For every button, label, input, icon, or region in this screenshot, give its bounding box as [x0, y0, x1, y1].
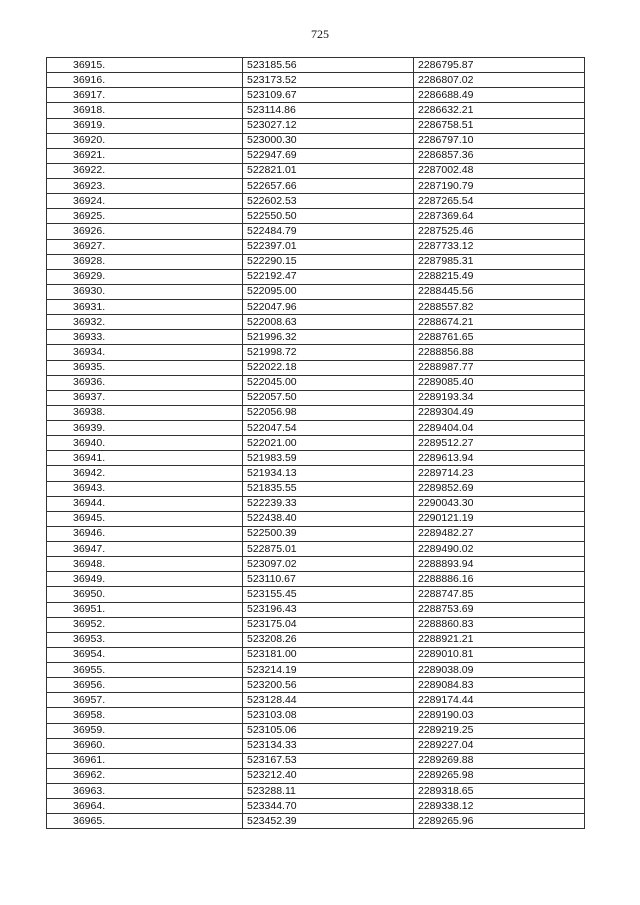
point-number-cell: 36931. — [47, 300, 243, 315]
x-coordinate-cell: 523103.08 — [243, 708, 414, 723]
y-coordinate-cell: 2289265.96 — [414, 814, 585, 829]
x-coordinate-cell: 522484.79 — [243, 224, 414, 239]
y-coordinate-cell: 2288921.21 — [414, 632, 585, 647]
x-coordinate-cell: 522008.63 — [243, 315, 414, 330]
x-coordinate-cell: 523185.56 — [243, 58, 414, 73]
y-coordinate-cell: 2288215.49 — [414, 269, 585, 284]
x-coordinate-cell: 522057.50 — [243, 390, 414, 405]
table-row — [47, 375, 585, 390]
x-coordinate-cell: 522045.00 — [243, 375, 414, 390]
x-coordinate-cell: 522239.33 — [243, 496, 414, 511]
point-number-cell: 36915. — [47, 58, 243, 73]
table-row — [47, 284, 585, 299]
table-row — [47, 254, 585, 269]
y-coordinate-cell: 2289010.81 — [414, 647, 585, 662]
point-number-cell: 36941. — [47, 451, 243, 466]
point-number-cell: 36921. — [47, 148, 243, 163]
table-row — [47, 345, 585, 360]
point-number-cell: 36916. — [47, 73, 243, 88]
point-number-cell: 36919. — [47, 118, 243, 133]
x-coordinate-cell: 522947.69 — [243, 148, 414, 163]
table-row — [47, 269, 585, 284]
y-coordinate-cell: 2289084.83 — [414, 678, 585, 693]
point-number-cell: 36925. — [47, 209, 243, 224]
x-coordinate-cell: 521934.13 — [243, 466, 414, 481]
table-row — [47, 753, 585, 768]
x-coordinate-cell: 523155.45 — [243, 587, 414, 602]
table-row — [47, 405, 585, 420]
y-coordinate-cell: 2289304.49 — [414, 405, 585, 420]
x-coordinate-cell: 521983.59 — [243, 451, 414, 466]
y-coordinate-cell: 2289714.23 — [414, 466, 585, 481]
y-coordinate-cell: 2286857.36 — [414, 148, 585, 163]
x-coordinate-cell: 523173.52 — [243, 73, 414, 88]
y-coordinate-cell: 2287265.54 — [414, 194, 585, 209]
x-coordinate-cell: 523200.56 — [243, 678, 414, 693]
table-row — [47, 209, 585, 224]
table-row — [47, 360, 585, 375]
table-row — [47, 451, 585, 466]
table-row — [47, 73, 585, 88]
point-number-cell: 36937. — [47, 390, 243, 405]
table-row — [47, 799, 585, 814]
table-row — [47, 103, 585, 118]
y-coordinate-cell: 2288674.21 — [414, 315, 585, 330]
x-coordinate-cell: 522821.01 — [243, 163, 414, 178]
point-number-cell: 36958. — [47, 708, 243, 723]
x-coordinate-cell: 523134.33 — [243, 738, 414, 753]
point-number-cell: 36962. — [47, 768, 243, 783]
x-coordinate-cell: 523288.11 — [243, 784, 414, 799]
point-number-cell: 36933. — [47, 330, 243, 345]
y-coordinate-cell: 2289490.02 — [414, 542, 585, 557]
x-coordinate-cell: 522875.01 — [243, 542, 414, 557]
x-coordinate-cell: 522397.01 — [243, 239, 414, 254]
y-coordinate-cell: 2286797.10 — [414, 133, 585, 148]
x-coordinate-cell: 523128.44 — [243, 693, 414, 708]
point-number-cell: 36955. — [47, 663, 243, 678]
x-coordinate-cell: 522047.54 — [243, 421, 414, 436]
table-row — [47, 723, 585, 738]
y-coordinate-cell: 2289852.69 — [414, 481, 585, 496]
y-coordinate-cell: 2288856.88 — [414, 345, 585, 360]
x-coordinate-cell: 523109.67 — [243, 88, 414, 103]
coordinates-table-body — [47, 58, 585, 829]
x-coordinate-cell: 521835.55 — [243, 481, 414, 496]
x-coordinate-cell: 523344.70 — [243, 799, 414, 814]
point-number-cell: 36944. — [47, 496, 243, 511]
point-number-cell: 36918. — [47, 103, 243, 118]
point-number-cell: 36954. — [47, 647, 243, 662]
point-number-cell: 36920. — [47, 133, 243, 148]
y-coordinate-cell: 2288445.56 — [414, 284, 585, 299]
table-row — [47, 663, 585, 678]
y-coordinate-cell: 2290043.30 — [414, 496, 585, 511]
x-coordinate-cell: 521998.72 — [243, 345, 414, 360]
x-coordinate-cell: 521996.32 — [243, 330, 414, 345]
point-number-cell: 36939. — [47, 421, 243, 436]
y-coordinate-cell: 2287525.46 — [414, 224, 585, 239]
y-coordinate-cell: 2288987.77 — [414, 360, 585, 375]
y-coordinate-cell: 2288753.69 — [414, 602, 585, 617]
point-number-cell: 36935. — [47, 360, 243, 375]
table-row — [47, 526, 585, 541]
y-coordinate-cell: 2287985.31 — [414, 254, 585, 269]
table-row — [47, 572, 585, 587]
x-coordinate-cell: 522056.98 — [243, 405, 414, 420]
table-row — [47, 738, 585, 753]
table-row — [47, 511, 585, 526]
y-coordinate-cell: 2289613.94 — [414, 451, 585, 466]
point-number-cell: 36946. — [47, 526, 243, 541]
y-coordinate-cell: 2287733.12 — [414, 239, 585, 254]
x-coordinate-cell: 523097.02 — [243, 557, 414, 572]
point-number-cell: 36929. — [47, 269, 243, 284]
point-number-cell: 36926. — [47, 224, 243, 239]
page-number: 725 — [311, 27, 329, 41]
point-number-cell: 36949. — [47, 572, 243, 587]
x-coordinate-cell: 523212.40 — [243, 768, 414, 783]
y-coordinate-cell: 2289219.25 — [414, 723, 585, 738]
table-row — [47, 315, 585, 330]
y-coordinate-cell: 2288893.94 — [414, 557, 585, 572]
y-coordinate-cell: 2290121.19 — [414, 511, 585, 526]
table-row — [47, 88, 585, 103]
x-coordinate-cell: 523175.04 — [243, 617, 414, 632]
y-coordinate-cell: 2286795.87 — [414, 58, 585, 73]
table-row — [47, 481, 585, 496]
point-number-cell: 36917. — [47, 88, 243, 103]
x-coordinate-cell: 523027.12 — [243, 118, 414, 133]
point-number-cell: 36948. — [47, 557, 243, 572]
point-number-cell: 36960. — [47, 738, 243, 753]
table-row — [47, 224, 585, 239]
point-number-cell: 36943. — [47, 481, 243, 496]
table-row — [47, 421, 585, 436]
point-number-cell: 36940. — [47, 436, 243, 451]
y-coordinate-cell: 2289482.27 — [414, 526, 585, 541]
point-number-cell: 36936. — [47, 375, 243, 390]
y-coordinate-cell: 2289269.88 — [414, 753, 585, 768]
x-coordinate-cell: 522047.96 — [243, 300, 414, 315]
x-coordinate-cell: 522602.53 — [243, 194, 414, 209]
table-row — [47, 148, 585, 163]
point-number-cell: 36953. — [47, 632, 243, 647]
point-number-cell: 36922. — [47, 163, 243, 178]
x-coordinate-cell: 522500.39 — [243, 526, 414, 541]
point-number-cell: 36965. — [47, 814, 243, 829]
table-row — [47, 118, 585, 133]
point-number-cell: 36961. — [47, 753, 243, 768]
y-coordinate-cell: 2286688.49 — [414, 88, 585, 103]
table-row — [47, 557, 585, 572]
table-row — [47, 814, 585, 829]
x-coordinate-cell: 523196.43 — [243, 602, 414, 617]
y-coordinate-cell: 2289318.65 — [414, 784, 585, 799]
y-coordinate-cell: 2287190.79 — [414, 179, 585, 194]
y-coordinate-cell: 2288557.82 — [414, 300, 585, 315]
table-row — [47, 678, 585, 693]
table-row — [47, 647, 585, 662]
y-coordinate-cell: 2287002.48 — [414, 163, 585, 178]
x-coordinate-cell: 523105.06 — [243, 723, 414, 738]
table-row — [47, 466, 585, 481]
x-coordinate-cell: 523208.26 — [243, 632, 414, 647]
x-coordinate-cell: 522022.18 — [243, 360, 414, 375]
table-row — [47, 330, 585, 345]
y-coordinate-cell: 2286758.51 — [414, 118, 585, 133]
y-coordinate-cell: 2289404.04 — [414, 421, 585, 436]
y-coordinate-cell: 2288886.16 — [414, 572, 585, 587]
point-number-cell: 36942. — [47, 466, 243, 481]
y-coordinate-cell: 2289038.09 — [414, 663, 585, 678]
point-number-cell: 36945. — [47, 511, 243, 526]
point-number-cell: 36956. — [47, 678, 243, 693]
point-number-cell: 36950. — [47, 587, 243, 602]
y-coordinate-cell: 2289265.98 — [414, 768, 585, 783]
point-number-cell: 36928. — [47, 254, 243, 269]
table-row — [47, 542, 585, 557]
point-number-cell: 36957. — [47, 693, 243, 708]
x-coordinate-cell: 522290.15 — [243, 254, 414, 269]
point-number-cell: 36964. — [47, 799, 243, 814]
table-row — [47, 784, 585, 799]
x-coordinate-cell: 523181.00 — [243, 647, 414, 662]
x-coordinate-cell: 522657.66 — [243, 179, 414, 194]
y-coordinate-cell: 2289512.27 — [414, 436, 585, 451]
x-coordinate-cell: 522438.40 — [243, 511, 414, 526]
coordinates-table — [46, 57, 585, 829]
table-row — [47, 587, 585, 602]
y-coordinate-cell: 2286632.21 — [414, 103, 585, 118]
x-coordinate-cell: 522550.50 — [243, 209, 414, 224]
point-number-cell: 36938. — [47, 405, 243, 420]
point-number-cell: 36930. — [47, 284, 243, 299]
y-coordinate-cell: 2288747.85 — [414, 587, 585, 602]
point-number-cell: 36924. — [47, 194, 243, 209]
y-coordinate-cell: 2289174.44 — [414, 693, 585, 708]
table-row — [47, 390, 585, 405]
x-coordinate-cell: 522095.00 — [243, 284, 414, 299]
point-number-cell: 36947. — [47, 542, 243, 557]
table-row — [47, 496, 585, 511]
x-coordinate-cell: 522021.00 — [243, 436, 414, 451]
y-coordinate-cell: 2289193.34 — [414, 390, 585, 405]
point-number-cell: 36923. — [47, 179, 243, 194]
x-coordinate-cell: 523110.67 — [243, 572, 414, 587]
table-row — [47, 693, 585, 708]
x-coordinate-cell: 523114.86 — [243, 103, 414, 118]
point-number-cell: 36951. — [47, 602, 243, 617]
x-coordinate-cell: 523214.19 — [243, 663, 414, 678]
y-coordinate-cell: 2289085.40 — [414, 375, 585, 390]
point-number-cell: 36934. — [47, 345, 243, 360]
y-coordinate-cell: 2287369.64 — [414, 209, 585, 224]
table-row — [47, 708, 585, 723]
y-coordinate-cell: 2289190.03 — [414, 708, 585, 723]
x-coordinate-cell: 522192.47 — [243, 269, 414, 284]
y-coordinate-cell: 2288761.65 — [414, 330, 585, 345]
y-coordinate-cell: 2289338.12 — [414, 799, 585, 814]
table-row — [47, 768, 585, 783]
x-coordinate-cell: 523000.30 — [243, 133, 414, 148]
table-row — [47, 194, 585, 209]
y-coordinate-cell: 2289227.04 — [414, 738, 585, 753]
x-coordinate-cell: 523452.39 — [243, 814, 414, 829]
table-row — [47, 602, 585, 617]
point-number-cell: 36952. — [47, 617, 243, 632]
x-coordinate-cell: 523167.53 — [243, 753, 414, 768]
point-number-cell: 36927. — [47, 239, 243, 254]
point-number-cell: 36963. — [47, 784, 243, 799]
table-row — [47, 133, 585, 148]
point-number-cell: 36959. — [47, 723, 243, 738]
table-row — [47, 163, 585, 178]
table-row — [47, 300, 585, 315]
table-row — [47, 179, 585, 194]
table-row — [47, 436, 585, 451]
y-coordinate-cell: 2288860.83 — [414, 617, 585, 632]
y-coordinate-cell: 2286807.02 — [414, 73, 585, 88]
table-row — [47, 58, 585, 73]
table-row — [47, 617, 585, 632]
table-row — [47, 632, 585, 647]
table-row — [47, 239, 585, 254]
point-number-cell: 36932. — [47, 315, 243, 330]
